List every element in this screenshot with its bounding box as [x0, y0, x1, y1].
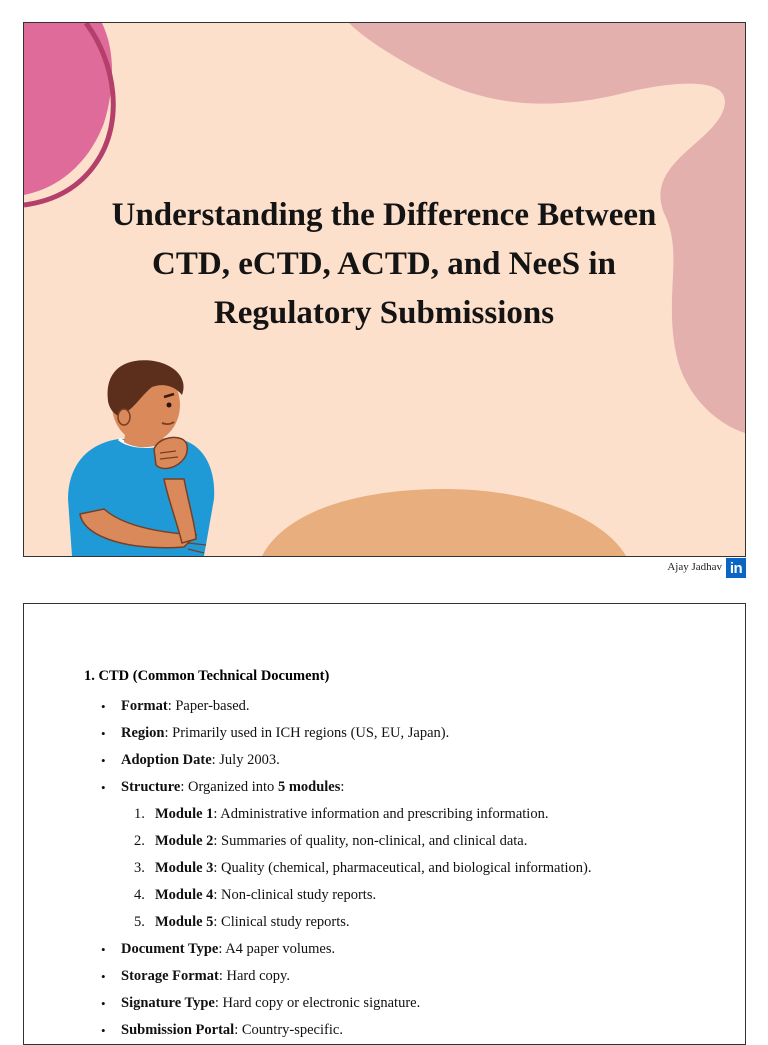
- module-label: Module 5: [155, 914, 214, 930]
- module-item: [84, 801, 724, 828]
- module-number: 5.: [134, 914, 145, 930]
- item-value: : July 2003.: [211, 752, 280, 768]
- module-item: [84, 882, 724, 909]
- list-item: [84, 1017, 724, 1044]
- item-value: : Country-specific.: [234, 1022, 343, 1038]
- item-label: Signature Type: [121, 995, 215, 1011]
- module-number: 4.: [134, 887, 145, 903]
- list-item: [84, 693, 724, 720]
- item-value: : Paper-based.: [167, 698, 250, 714]
- module-description: : Non-clinical study reports.: [213, 887, 377, 903]
- ctd-section: [84, 665, 724, 1044]
- item-value: : Hard copy.: [218, 968, 290, 984]
- title-line-1: Understanding the Difference Between: [111, 197, 657, 233]
- module-description: : Administrative information and prescribing information.: [213, 806, 549, 822]
- list-item: [84, 963, 724, 990]
- list-item: [84, 747, 724, 774]
- module-label: Module 4: [155, 887, 214, 903]
- module-number: 1.: [134, 806, 145, 822]
- title-line-3: Regulatory Submissions: [213, 295, 555, 331]
- list-item: [84, 774, 724, 801]
- author-credit: [600, 557, 746, 579]
- item-label: Storage Format: [121, 968, 219, 984]
- module-description: : Clinical study reports.: [213, 914, 350, 930]
- thinking-person-illustration: [64, 339, 224, 556]
- module-label: Module 3: [155, 860, 214, 876]
- list-item: [84, 936, 724, 963]
- item-label: Adoption Date: [121, 752, 212, 768]
- module-number: 3.: [134, 860, 145, 876]
- title-slide: [23, 22, 746, 557]
- item-label: Submission Portal: [121, 1022, 235, 1038]
- item-value: : Hard copy or electronic signature.: [214, 995, 421, 1011]
- item-value-tail: :: [340, 779, 345, 795]
- item-value: : A4 paper volumes.: [218, 941, 336, 957]
- ctd-bullet-list-2: [84, 936, 724, 1044]
- linkedin-icon[interactable]: in: [726, 558, 746, 578]
- item-label: Document Type: [121, 941, 219, 957]
- slide-title: [64, 191, 704, 338]
- list-item: [84, 990, 724, 1017]
- module-description: : Quality (chemical, pharmaceutical, and biological information).: [213, 860, 592, 876]
- ctd-bullet-list: [84, 693, 724, 801]
- module-item: [84, 828, 724, 855]
- item-value-bold: 5 modules: [277, 779, 341, 795]
- module-item: [84, 909, 724, 936]
- module-label: Module 2: [155, 833, 214, 849]
- module-number: 2.: [134, 833, 145, 849]
- list-item: [84, 720, 724, 747]
- item-label: Format: [121, 698, 168, 714]
- item-value: : Organized into: [180, 779, 278, 795]
- document-page: [23, 603, 746, 1045]
- section-heading: 1. CTD (Common Technical Document): [84, 668, 330, 684]
- orange-half-circle-shape: [262, 489, 626, 556]
- module-label: Module 1: [155, 806, 214, 822]
- author-name: Ajay Jadhav: [667, 561, 722, 573]
- module-list: [84, 801, 724, 936]
- item-label: Region: [121, 725, 165, 741]
- module-item: [84, 855, 724, 882]
- item-label: Structure: [121, 779, 181, 795]
- item-value: : Primarily used in ICH regions (US, EU, Japan).: [164, 725, 450, 741]
- title-line-2: CTD, eCTD, ACTD, and NeeS in: [152, 246, 616, 282]
- module-description: : Summaries of quality, non-clinical, and clinical data.: [213, 833, 528, 849]
